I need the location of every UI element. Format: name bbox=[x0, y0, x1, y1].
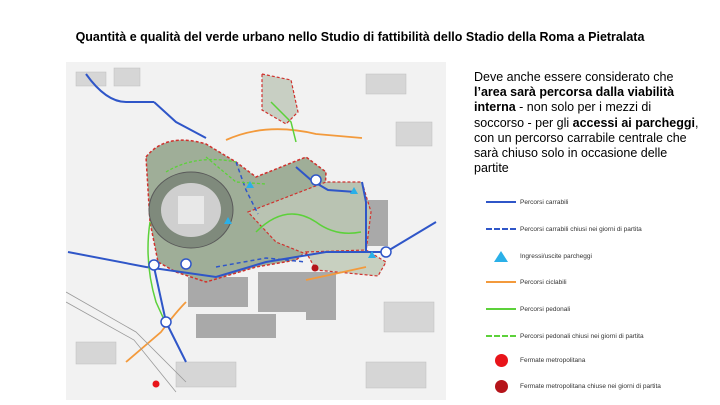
legend-label: Ingressi/uscite parcheggi bbox=[520, 252, 592, 260]
description-part-2: - non solo per i mezzi di soccorso - per gli bbox=[474, 100, 652, 130]
slide-title: Quantità e qualità del verde urbano nello Studio di fattibilità dello Stadio della Roma a Pietralata bbox=[75, 30, 645, 44]
legend-label: Percorsi carrabili chiusi nei giorni di partita bbox=[520, 225, 642, 233]
legend-label: Percorsi pedonali chiusi nei giorni di partita bbox=[520, 332, 644, 340]
description-bold-1: l’area sarà percorsa dalla viabilità interna bbox=[474, 85, 675, 115]
dashed-green-line-icon bbox=[486, 335, 516, 337]
dark-red-dot-icon bbox=[495, 380, 508, 393]
site-plan-map bbox=[66, 62, 446, 400]
legend-item-fermate-chiuse bbox=[486, 378, 661, 394]
legend-item-fermate-metropolitana bbox=[486, 352, 585, 368]
legend-label: Fermate metropolitana chiuse nei giorni di partita bbox=[520, 382, 661, 390]
legend-label: Fermate metropolitana bbox=[520, 356, 586, 364]
solid-green-line-icon bbox=[486, 308, 516, 310]
legend-item-ingressi-parcheggi bbox=[486, 248, 592, 264]
legend-item-carrabili-chiusi bbox=[486, 221, 642, 237]
dashed-blue-line-icon bbox=[486, 228, 516, 230]
legend-item-percorsi-ciclabili bbox=[486, 274, 567, 290]
description-text bbox=[474, 70, 704, 176]
legend-item-pedonali-chiusi bbox=[486, 328, 644, 344]
triangle-icon bbox=[494, 251, 508, 262]
red-dot-icon bbox=[495, 354, 508, 367]
solid-blue-line-icon bbox=[486, 201, 516, 203]
description-part-1: Deve anche essere considerato che bbox=[474, 70, 674, 84]
legend-item-percorsi-pedonali bbox=[486, 301, 570, 317]
legend-item-percorsi-carrabili bbox=[486, 194, 568, 210]
description-bold-2: accessi ai parcheggi bbox=[572, 115, 695, 130]
legend-label: Percorsi ciclabili bbox=[520, 278, 567, 286]
description-part-3: , con un percorso carrabile centrale che sarà chiuso solo in occasione delle partite bbox=[474, 115, 699, 176]
legend-label: Percorsi carrabili bbox=[520, 198, 569, 206]
solid-orange-line-icon bbox=[486, 281, 516, 283]
legend-label: Percorsi pedonali bbox=[520, 305, 571, 313]
